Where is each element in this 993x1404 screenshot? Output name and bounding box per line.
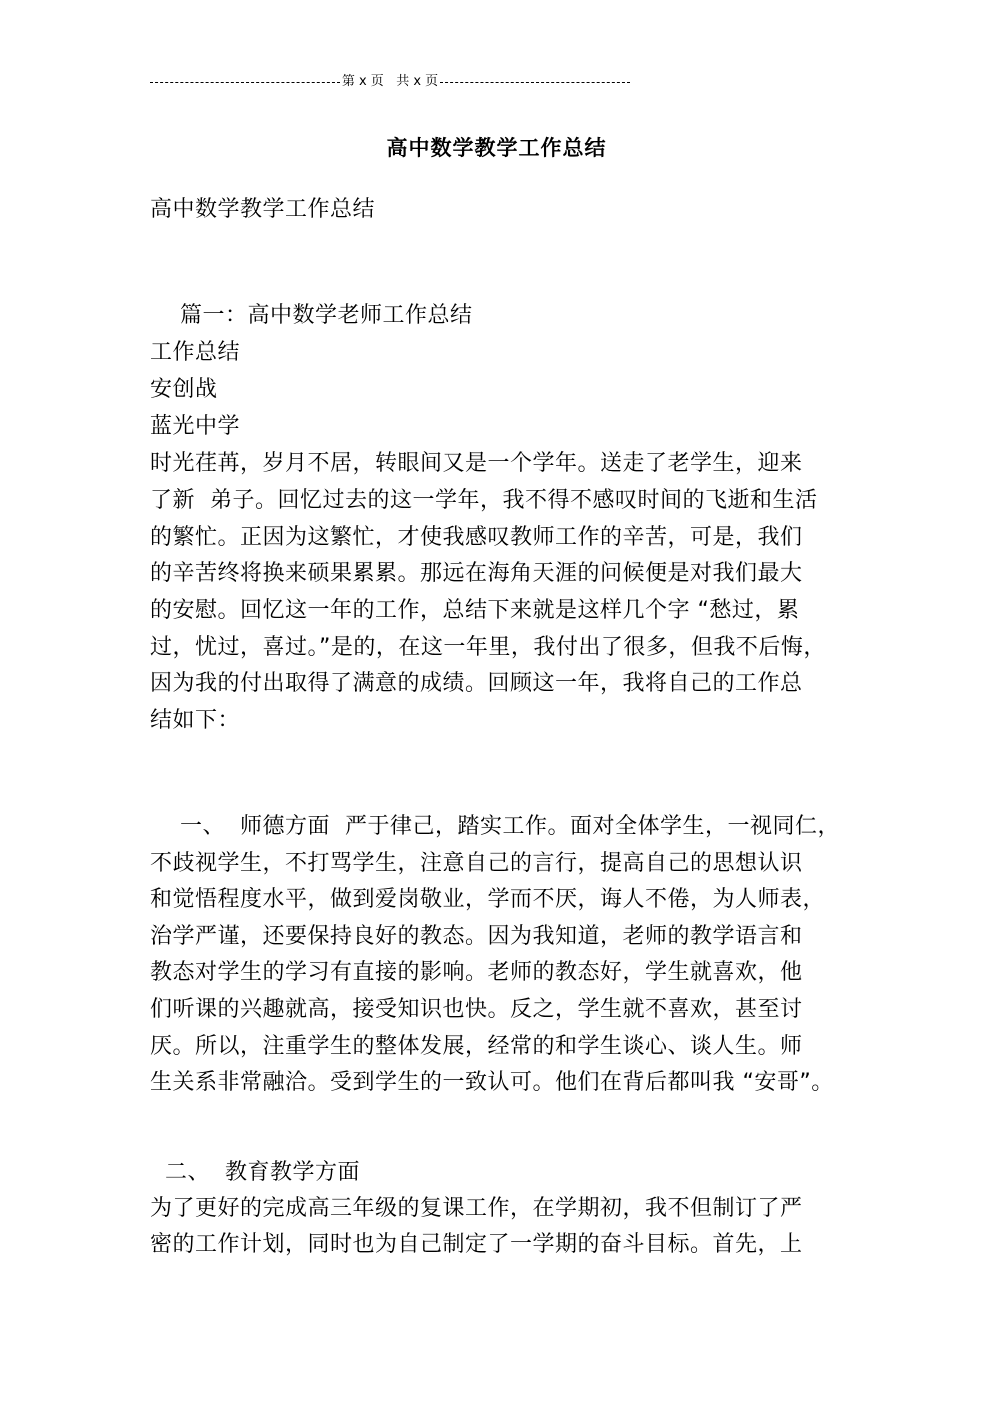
section-one-line: 治学严谨，还要保持良好的教态。因为我知道，老师的教学语言和 <box>150 924 803 949</box>
document-title-text: 高中数学教学工作总结 <box>386 135 607 160</box>
section-one-line: 一、 师德方面 严于律己，踏实工作。面对全体学生，一视同仁， <box>150 814 840 839</box>
header-rule-right <box>440 82 630 83</box>
paragraph-line: 过，忧过，喜过。”是的，在这一年里，我付出了很多，但我不后悔， <box>150 635 826 660</box>
section-one-line: 不歧视学生，不打骂学生，注意自己的言行，提高自己的思想认识 <box>150 851 803 876</box>
article-meta-category: 工作总结 <box>150 340 241 365</box>
section-one-line: 厌。所以，注重学生的整体发展，经常的和学生谈心、谈人生。师 <box>150 1034 803 1059</box>
paragraph-line: 了新 弟子。回忆过去的这一学年，我不得不感叹时间的飞逝和生活 <box>150 488 818 513</box>
paragraph-line: 的辛苦终将换来硕果累累。那远在海角天涯的问候便是对我们最大 <box>150 561 803 586</box>
section-one-line: 和觉悟程度水平，做到爱岗敬业，学而不厌，诲人不倦，为人师表， <box>150 887 826 912</box>
paragraph-line: 因为我的付出取得了满意的成绩。回顾这一年，我将自己的工作总 <box>150 671 803 696</box>
page-number-label: 第 x 页 共 x 页 <box>341 74 439 89</box>
section-one-line: 教态对学生的学习有直接的影响。老师的教态好，学生就喜欢，他 <box>150 960 803 985</box>
section-two-line: 为了更好的完成高三年级的复课工作，在学期初，我不但制订了严 <box>150 1196 803 1221</box>
page-header <box>150 74 630 90</box>
article-heading: 篇一：高中数学老师工作总结 <box>150 303 473 328</box>
section-two-line: 密的工作计划，同时也为自己制定了一学期的奋斗目标。首先，上 <box>150 1232 803 1257</box>
article-meta-school: 蓝光中学 <box>150 414 241 439</box>
article-meta-author: 安创战 <box>150 377 218 402</box>
section-one-line: 生关系非常融洽。受到学生的一致认可。他们在背后都叫我 “安哥”。 <box>150 1070 834 1095</box>
section-one-line: 们听课的兴趣就高，接受知识也快。反之，学生就不喜欢，甚至讨 <box>150 997 803 1022</box>
document-title <box>0 132 993 162</box>
paragraph-line: 结如下： <box>150 708 241 733</box>
document-subtitle: 高中数学教学工作总结 <box>150 197 376 222</box>
section-two-heading: 二、 教育教学方面 <box>150 1160 360 1185</box>
paragraph-line: 时光荏苒，岁月不居，转眼间又是一个学年。送走了老学生，迎来 <box>150 451 803 476</box>
paragraph-line: 的繁忙。正因为这繁忙，才使我感叹教师工作的辛苦，可是，我们 <box>150 525 803 550</box>
header-rule-left <box>150 82 340 83</box>
paragraph-line: 的安慰。回忆这一年的工作，总结下来就是这样几个字 “愁过，累 <box>150 598 800 623</box>
